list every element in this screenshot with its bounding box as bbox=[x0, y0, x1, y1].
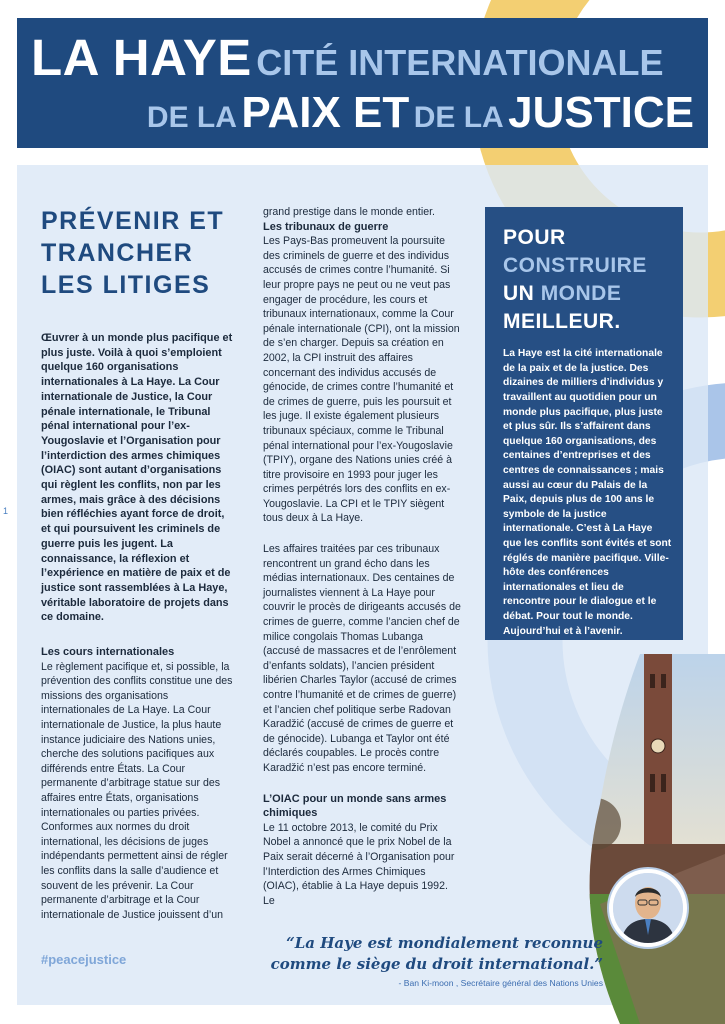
column-2 bbox=[263, 205, 461, 908]
sidebar-text: La Haye est la cité internationale de la paix et de la justice. Des dizaines de milliers d’individus y travaillent au quotidien pour un monde plus pacifique, plus juste et plus sûr. Ils s’affairent dans quelque 160 organisations, des centaines d’entreprises et des centres de connaissances ; mais aussi au cœur du Palais de la Paix, depuis plus de 100 ans le symbole de la justice internationale. C’est à La Haye que les conflits sont évités et sont réglés de manière pacifique. Ville-hôte des conférences internationales et lieu de rencontre pour le dialogue et le débat. Pour tout le monde. Aujourd’hui et à l’avenir. bbox=[503, 348, 672, 637]
body-cours-internationales: Le règlement pacifique et, si possible, la prévention des conflits constitue une des missions des organisations internationales de La Haye. La Cour internationale de Justice, la plus haute instance judiciaire des Nations unies, cherche des solutions pacifiques aux différends entre États. La Cour permanente d’arbitrage statue sur des affaires entre États, organisations internationales ou parties privées. Conformes aux normes du droit international, les décisions de juges indépendants permettent ainsi de régler les conflits dans la salle d’audience et souvent de les prévenir. La Cour permanente d’arbitrage et la Cour internationale de Justice jouissent d’un bbox=[41, 660, 233, 921]
title-line-3: LES LITIGES bbox=[41, 271, 211, 299]
quote-block bbox=[271, 933, 603, 988]
column-1 bbox=[41, 205, 237, 922]
sidebar-title-construire: CONSTRUIRE bbox=[503, 254, 647, 277]
hashtag-peacejustice[interactable]: #peacejustice bbox=[41, 952, 127, 967]
body-oiac: Le 11 octobre 2013, le comité du Prix Nobel a annoncé que le prix Nobel de la Paix serait décerné à l’Organisation pour l’Interdiction des Armes Chimiques (OIAC), établie à La Haye depuis 1992. Le bbox=[263, 821, 455, 907]
body-tribunaux-de-guerre: Les Pays-Bas promeuvent la poursuite des criminels de guerre et des individus accusés de crimes contre l’humanité. Si leur propre pays ne peut ou ne veut pas engager de procédure, les cours et tribunaux internationaux, comme la Cour pénale internationale (CPI), ont la mission de s’en charger. Depuis sa création en 2002, la CPI instruit des affaires concernant des individus accusés de génocide, de crimes contre l’humanité et de crimes de guerre, puis les poursuit et les juge. Il existe également plusieurs tribunaux spéciaux, comme le Tribunal pénal international pour l’ex-Yougoslavie (TPIY), organe des Nations unies créé à titre provisoire en 1993 pour juger les crimes perpétrés lors des conflits en ex-Yougoslavie. La CPI et le TPIY siègent tous deux à La Haye. bbox=[263, 235, 460, 525]
header-line-1 bbox=[31, 28, 664, 87]
portrait-illustration bbox=[613, 873, 683, 943]
page-number: 1 bbox=[3, 506, 9, 516]
header-de-la-1: DE LA bbox=[146, 101, 237, 134]
sidebar-title-monde: MONDE bbox=[540, 282, 622, 305]
header-paix-et: PAIX ET bbox=[241, 88, 410, 137]
continuation-text: grand prestige dans le monde entier. bbox=[263, 206, 435, 218]
section-title-prevenir bbox=[41, 205, 237, 301]
intro-paragraph: Œuvrer à un monde plus pacifique et plus juste. Voilà à quoi s’emploient quelque 160 organisations internationales à La Haye. La Cour internationale de Justice, la Cour pénale internationale, le Tribunal pénal international pour l’ex-Yougoslavie et l’Organisation pour l’interdiction des armes chimiques (OIAC) sont autant d’organisations qui règlent les conflits, non par les armes, mais grâce à des décisions bien réfléchies ayant force de droit, et qui poursuivent les criminels de guerre puis les jugent. La connaissance, la réflexion et l’expérience en matière de paix et de justice sont rassemblées à La Haye, véritable laboratoire de projets dans ce domaine. bbox=[41, 332, 233, 624]
header-la-haye: LA HAYE bbox=[31, 29, 252, 86]
sidebar-box bbox=[485, 207, 683, 640]
header-justice: JUSTICE bbox=[508, 88, 694, 137]
subhead-tribunaux-de-guerre: Les tribunaux de guerre bbox=[263, 220, 389, 233]
body-affaires-traitees: Les affaires traitées par ces tribunaux rencontrent un grand écho dans les médias internationaux. Des centaines de journalistes viennent à La Haye pour couvrir le procès de dirigeants accusés de crimes de guerre, comme l’ancien chef de milice congolais Thomas Lubanga (accusé de massacres et de l’enrôlement d’enfants soldats), l’ancien président libérien Charles Taylor (accusé de crimes contre l’humanité et de crimes de guerre) et l’ancien chef politique serbe Radovan Karadžić (accusé de crimes de guerre et de génocide). Lubanga et Taylor ont été déclarés coupables. Le procès contre Karadžić n’est pas encore terminé. bbox=[263, 543, 461, 774]
header-cite-internationale: CITÉ INTERNATIONALE bbox=[256, 42, 664, 83]
header-banner bbox=[17, 18, 708, 148]
sidebar-title-un: UN bbox=[503, 282, 535, 305]
header-line-2 bbox=[147, 88, 694, 138]
quote-attribution: - Ban Ki-moon , Secrétaire général des Nations Unies bbox=[398, 978, 603, 988]
sidebar-title bbox=[503, 224, 647, 336]
sidebar-title-meilleur: MEILLEUR. bbox=[503, 310, 621, 333]
header-de-la-2: DE LA bbox=[413, 101, 504, 134]
sidebar-title-pour: POUR bbox=[503, 226, 566, 249]
quote-line-1: “La Haye est mondialement reconnue bbox=[286, 934, 603, 952]
subhead-cours-internationales: Les cours internationales bbox=[41, 646, 175, 659]
quote-line-2: comme le siège du droit international.” bbox=[270, 955, 603, 973]
subhead-oiac: L’OIAC pour un monde sans armes chimiques bbox=[263, 792, 447, 820]
ban-ki-moon-portrait bbox=[609, 869, 687, 947]
title-line-2: TRANCHER bbox=[41, 239, 194, 267]
title-line-1: PRÉVENIR ET bbox=[41, 207, 225, 235]
